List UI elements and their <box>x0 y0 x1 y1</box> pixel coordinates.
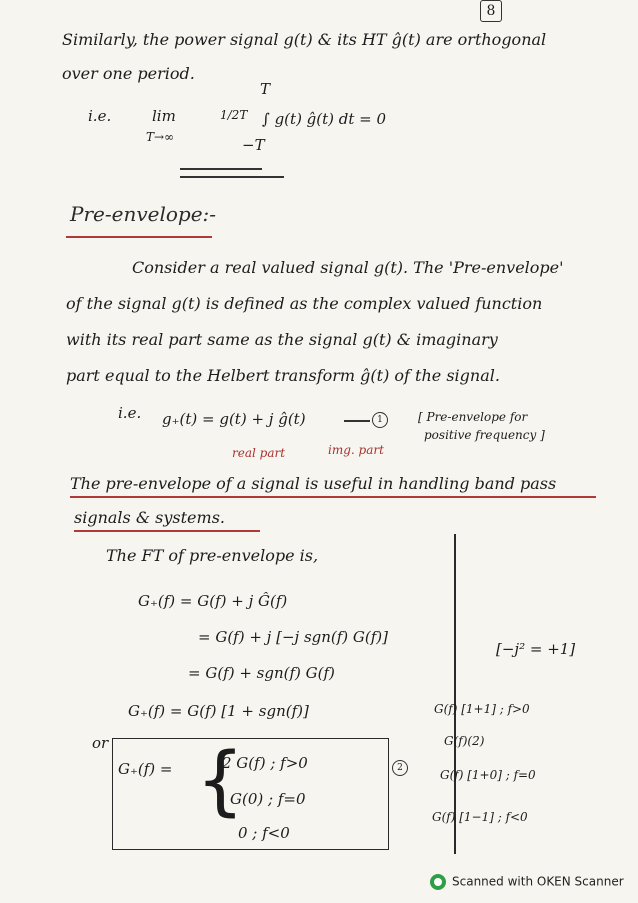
eq1-tag: 1 <box>372 412 388 428</box>
useful-line-2: signals & systems. <box>74 508 225 527</box>
side-row-1b: G(f)(2) <box>444 734 485 748</box>
fraction: 1/2T <box>220 108 248 122</box>
lim-label: lim <box>152 107 176 125</box>
separator-1 <box>180 168 262 170</box>
para-line-3: with its real part same as the signal g(t) & imaginary <box>66 330 498 349</box>
useful-line-1: The pre-envelope of a signal is useful in handling band pass <box>70 474 557 493</box>
ft-step-2: = G(f) + j [−j sgn(f) G(f)] <box>198 628 389 646</box>
separator-2 <box>180 176 284 178</box>
useful-underline-1 <box>70 496 596 498</box>
intro-line-2: over one period. <box>62 64 195 83</box>
j-squared-note: [−j² = +1] <box>496 640 576 658</box>
img-part-label: img. part <box>328 443 384 457</box>
integral-upper: T <box>260 80 271 98</box>
cases-brace: { <box>196 735 245 824</box>
scanner-footer <box>430 874 624 890</box>
side-row-1: G(f) [1+1] ; f>0 <box>434 702 530 716</box>
ft-step-3: = G(f) + sgn(f) G(f) <box>188 664 335 682</box>
para-line-2: of the signal g(t) is defined as the complex valued function <box>66 294 543 313</box>
oken-scanner-icon <box>430 874 446 890</box>
or-label: or <box>92 734 109 752</box>
title-underline <box>66 236 212 238</box>
eq2-tag: 2 <box>392 760 408 776</box>
para-line-1: Consider a real valued signal g(t). The 'Pre-envelope' <box>132 258 564 277</box>
eq1-tag-dash <box>344 420 370 422</box>
section-title: Pre-envelope:- <box>70 202 217 226</box>
eq1-note-1: [ Pre-envelope for <box>418 410 528 424</box>
ft-intro: The FT of pre-envelope is, <box>106 546 319 565</box>
cases-lhs: G₊(f) = <box>118 760 173 778</box>
ie-label: i.e. <box>88 107 112 125</box>
pre-envelope-equation: g₊(t) = g(t) + j ĝ(t) <box>162 410 306 428</box>
case-negative: 0 ; f<0 <box>238 824 290 842</box>
page-number: 8 <box>480 0 502 22</box>
para-line-4: part equal to the Helbert transform ĝ(t) of the signal. <box>66 366 500 385</box>
side-row-2: G(f) [1+0] ; f=0 <box>440 768 536 782</box>
case-zero: G(0) ; f=0 <box>230 790 306 808</box>
intro-line-1: Similarly, the power signal g(t) & its HT ĝ(t) are orthogonal <box>62 30 547 49</box>
lim-subscript: T→∞ <box>146 130 175 144</box>
footer-text: Scanned with OKEN Scanner <box>452 874 624 889</box>
orthogonality-equation: ∫ g(t) ĝ(t) dt = 0 <box>262 110 387 128</box>
useful-underline-2 <box>74 530 260 532</box>
real-part-label: real part <box>232 446 286 460</box>
side-divider <box>454 534 456 854</box>
integral-lower: −T <box>242 136 265 154</box>
ft-step-1: G₊(f) = G(f) + j Ĝ(f) <box>138 592 288 610</box>
eq1-ie: i.e. <box>118 404 142 422</box>
side-row-3: G(f) [1−1] ; f<0 <box>432 810 528 824</box>
ft-step-4: G₊(f) = G(f) [1 + sgn(f)] <box>128 702 309 720</box>
case-positive: 2 G(f) ; f>0 <box>222 754 308 772</box>
eq1-note-2: positive frequency ] <box>424 428 545 442</box>
